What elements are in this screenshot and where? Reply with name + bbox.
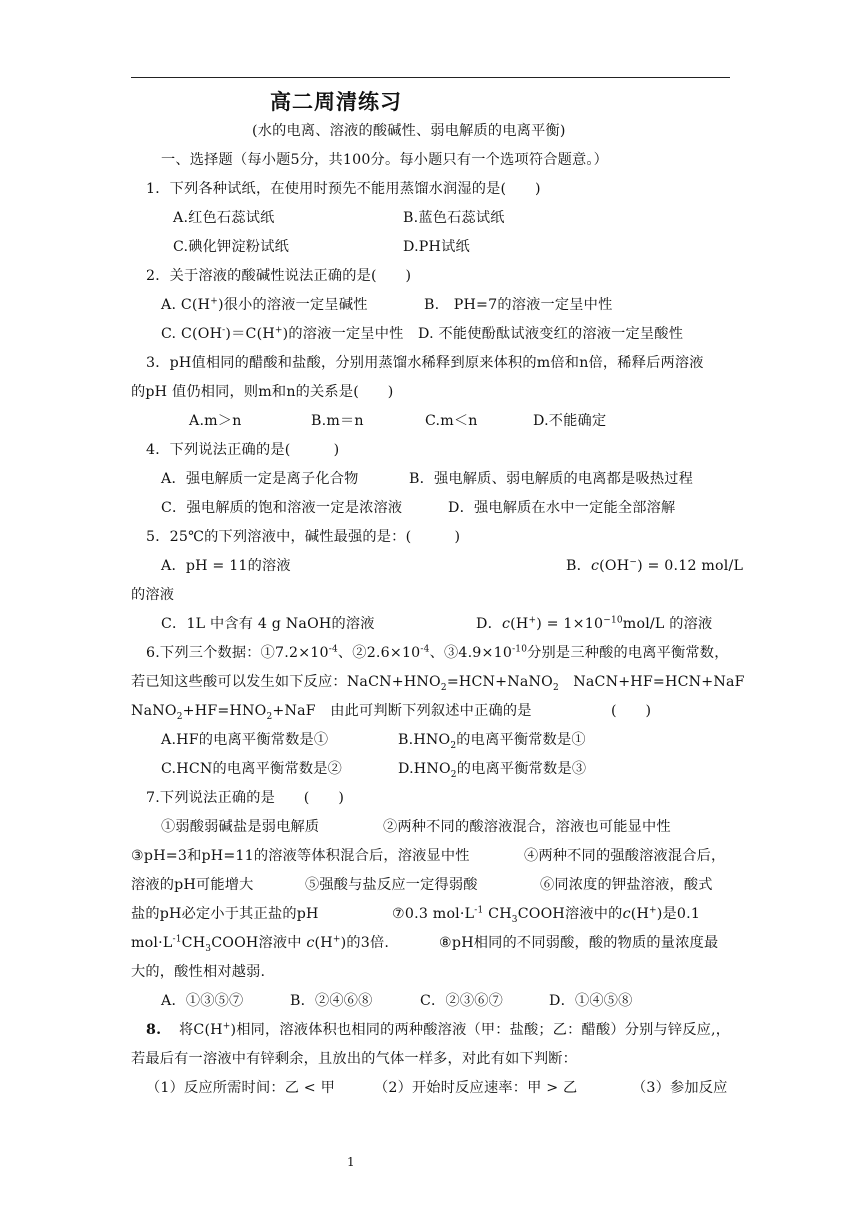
q1-option-c: C.碘化钾淀粉试纸: [173, 239, 289, 255]
q4-stem: 4．下列说法正确的是( ): [146, 442, 340, 458]
q1-stem: 1．下列各种试纸，在使用时预先不能用蒸馏水润湿的是( ): [146, 181, 541, 197]
page-number: 1: [347, 1155, 355, 1169]
q3-option-b: B.m＝n: [311, 413, 364, 429]
q2-option-a: A. C(H+)很小的溶液一定呈碱性: [161, 296, 368, 313]
q6-stem-line2: 若已知这些酸可以发生如下反应：$NaCN+HNO_2=HCN+NaNO_2$ NaCN+HF=HCN+NaF: [131, 674, 745, 693]
q7-statement-4: ④两种不同的强酸溶液混合后，: [524, 848, 726, 864]
q7-statement-1: ①弱酸弱碱盐是弱电解质: [161, 819, 320, 835]
q6-option-c: C.HCN的电离平衡常数是②: [161, 761, 342, 777]
q7-statement-6: ⑥同浓度的钾盐溶液，酸式: [540, 877, 713, 893]
page-title: 高二周清练习: [270, 90, 402, 114]
header-rule: [131, 77, 730, 78]
q7-statement-2: ②两种不同的酸溶液混合，溶液也可能显中性: [383, 819, 671, 835]
q2-option-d: D. 不能使酚酞试液变红的溶液一定呈酸性: [418, 326, 684, 342]
section-heading: 一、选择题（每小题5分，共100分。每小题只有一个选项符合题意。）: [161, 152, 609, 168]
q7-statement-6-wrap: 盐的pH必定小于其正盐的pH: [131, 906, 319, 922]
q5-option-b: B．c(OH−) = 0.12 mol/L: [566, 557, 744, 574]
q7-option-b: B．②④⑥⑧: [290, 993, 373, 1009]
q5-option-b-wrap: 的溶液: [131, 587, 175, 603]
q6-answer-paren: ( ): [611, 703, 652, 719]
q5-stem: 5．25℃的下列溶液中，碱性最强的是：( ): [146, 529, 461, 545]
q3-option-a: A.m＞n: [189, 413, 242, 429]
q7-statement-8: ⑧pH相同的不同弱酸，酸的物质的量浓度最: [439, 935, 719, 951]
q5-option-d: D．$c(H^+) = 1\times 10^{-10}mol/L$ 的溶液: [476, 615, 713, 632]
q1-option-b: B.蓝色石蕊试纸: [403, 210, 505, 226]
q4-option-b: B．强电解质、弱电解质的电离都是吸热过程: [409, 471, 693, 487]
q3-option-d: D.不能确定: [533, 413, 607, 429]
page-subtitle: (水的电离、溶液的酸碱性、弱电解质的电离平衡): [252, 123, 566, 139]
q7-option-d: D．①④⑤⑧: [549, 993, 633, 1009]
q3-stem-line1: 3．pH值相同的醋酸和盐酸，分别用蒸馏水稀释到原来体积的m倍和n倍，稀释后两溶液: [146, 355, 704, 371]
q7-option-a: A．①③⑤⑦: [161, 993, 244, 1009]
q1-option-d: D.PH试纸: [403, 239, 470, 255]
q2-option-c: C. C(OH-)＝C(H+)的溶液一定呈中性: [161, 325, 404, 342]
q7-statement-3: ③pH=3和pH=11的溶液等体积混合后，溶液显中性: [131, 848, 470, 864]
q7-option-c: C．②③⑥⑦: [420, 993, 503, 1009]
q8-judgement-2: （2）开始时反应速率：甲 > 乙: [374, 1080, 578, 1096]
q1-option-a: A.红色石蕊试纸: [173, 210, 275, 226]
q2-stem: 2．关于溶液的酸碱性说法正确的是( ): [146, 268, 412, 284]
q7-statement-4-wrap: 溶液的pH可能增大: [131, 877, 254, 893]
q4-option-d: D．强电解质在水中一定能全部溶解: [448, 500, 676, 516]
q6-option-b: $B.HNO_2$的电离平衡常数是①: [398, 732, 586, 751]
q7-statement-5: ⑤强酸与盐反应一定得弱酸: [305, 877, 478, 893]
q7-statement-7: ⑦0.3 $mol\cdot L^{-1}$ $CH_3COOH$溶液中的c(H+)是0.1: [392, 905, 701, 925]
q4-option-c: C．强电解质的饱和溶液一定是浓溶液: [161, 500, 403, 516]
q8-number: 8.: [146, 1022, 162, 1038]
q8-stem-line1: 将C(H+)相同，溶液体积也相同的两种酸溶液（甲：盐酸；乙：醋酸）分别与锌反应,，: [179, 1021, 731, 1038]
q7-stem: 7.下列说法正确的是 ( ): [146, 790, 345, 806]
q6-stem-line3: $NaNO_2+HF=HNO_2+NaF$ 由此可判断下列叙述中正确的是: [131, 703, 532, 722]
q7-statement-7-wrap: $mol\cdot L^{-1}CH_3COOH$溶液中 c(H+)的3倍.: [131, 934, 390, 954]
q6-option-a: A.HF的电离平衡常数是①: [161, 732, 329, 748]
q7-statement-8-wrap: 大的，酸性相对越弱.: [131, 964, 266, 980]
q2-option-b: B. PH=7的溶液一定呈中性: [424, 297, 613, 313]
q5-option-a: A．pH = 11的溶液: [161, 558, 291, 574]
q3-option-c: C.m＜n: [425, 413, 478, 429]
q4-option-a: A．强电解质一定是离子化合物: [161, 471, 359, 487]
q6-option-d: $D.HNO_2$的电离平衡常数是③: [398, 761, 587, 780]
q8-judgement-3: （3）参加反应: [632, 1080, 728, 1096]
q6-stem-line1: 6.下列三个数据：$①7.2\times 10^{-4}$、$②2.6\times 10^{-4}$、$③4.9\times 10^{-10}$分别是三种酸的电离平衡常数，: [146, 644, 729, 661]
q8-judgement-1: （1）反应所需时间：乙 < 甲: [146, 1080, 335, 1096]
q5-option-c: C．1L 中含有 4 g NaOH的溶液: [161, 616, 375, 632]
q8-stem-line2: 若最后有一溶液中有锌剩余，且放出的气体一样多，对此有如下判断：: [131, 1051, 578, 1067]
q3-stem-line2: 的pH 值仍相同，则m和n的关系是( ): [131, 384, 394, 400]
